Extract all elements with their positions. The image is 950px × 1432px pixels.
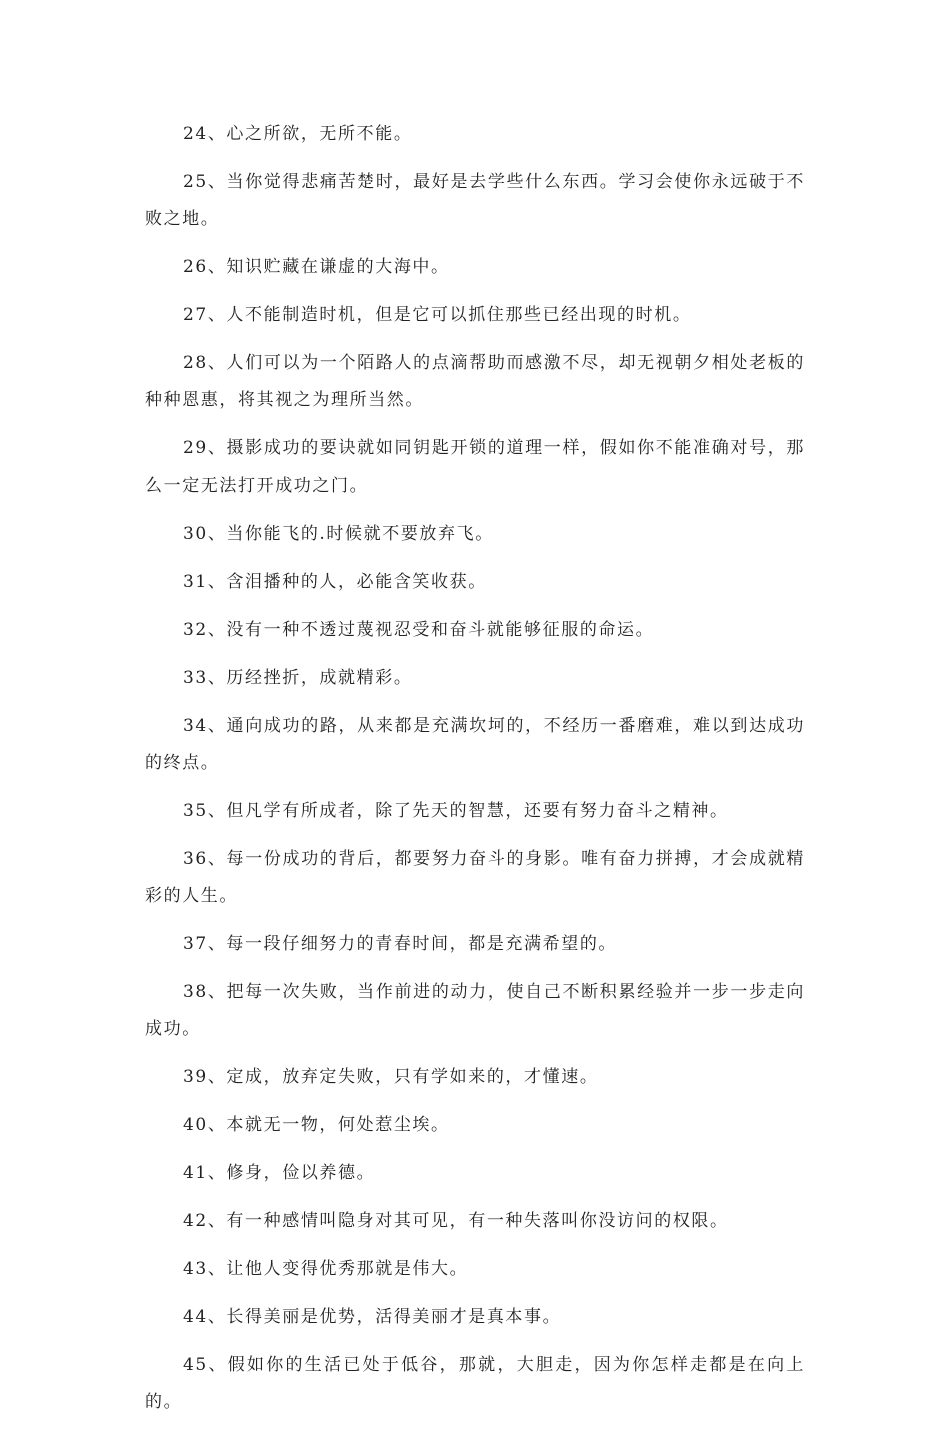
paragraph-34: 34、通向成功的路，从来都是充满坎坷的，不经历一番磨难，难以到达成功的终点。 <box>145 715 805 773</box>
paragraph-43: 43、让他人变得优秀那就是伟大。 <box>183 1259 469 1280</box>
paragraph-26: 26、知识贮藏在谦虚的大海中。 <box>183 257 450 278</box>
paragraph-39: 39、定成，放弃定失败，只有学如来的，才懂速。 <box>183 1067 599 1088</box>
paragraph-29: 29、摄影成功的要诀就如同钥匙开锁的道理一样，假如你不能准确对号，那么一定无法打开成功之门。 <box>145 438 805 496</box>
paragraph-24: 24、心之所欲，无所不能。 <box>183 124 413 144</box>
document-page <box>145 116 805 1432</box>
paragraph-41: 41、修身，俭以养德。 <box>183 1163 376 1184</box>
paragraph-38: 38、把每一次失败，当作前进的动力，使自己不断积累经验并一步一步走向成功。 <box>145 982 805 1040</box>
paragraph-28: 28、人们可以为一个陌路人的点滴帮助而感激不尽，却无视朝夕相处老板的种种恩惠，将其视之为理所当然。 <box>145 353 805 411</box>
paragraph-42: 42、有一种感情叫隐身对其可见，有一种失落叫你没访问的权限。 <box>183 1211 729 1232</box>
paragraph-40: 40、本就无一物，何处惹尘埃。 <box>183 1115 450 1136</box>
paragraph-31: 31、含泪播种的人，必能含笑收获。 <box>183 571 487 592</box>
paragraph-25: 25、当你觉得悲痛苦楚时，最好是去学些什么东西。学习会使你永远破于不败之地。 <box>145 172 805 230</box>
paragraph-32: 32、没有一种不透过蔑视忍受和奋斗就能够征服的命运。 <box>183 619 655 640</box>
paragraph-36: 36、每一份成功的背后，都要努力奋斗的身影。唯有奋力拼搏，才会成就精彩的人生。 <box>145 848 805 907</box>
paragraph-35: 35、但凡学有所成者，除了先天的智慧，还要有努力奋斗之精神。 <box>183 800 729 821</box>
paragraph-45: 45、假如你的生活已处于低谷，那就，大胆走，因为你怎样走都是在向上的。 <box>145 1355 805 1413</box>
paragraph-37: 37、每一段仔细努力的青春时间，都是充满希望的。 <box>183 934 618 955</box>
paragraph-44: 44、长得美丽是优势，活得美丽才是真本事。 <box>183 1307 562 1328</box>
paragraph-27: 27、人不能制造时机，但是它可以抓住那些已经出现的时机。 <box>183 305 692 326</box>
paragraph-30: 30、当你能飞的.时候就不要放弃飞。 <box>183 523 494 544</box>
paragraph-33: 33、历经挫折，成就精彩。 <box>183 667 413 688</box>
